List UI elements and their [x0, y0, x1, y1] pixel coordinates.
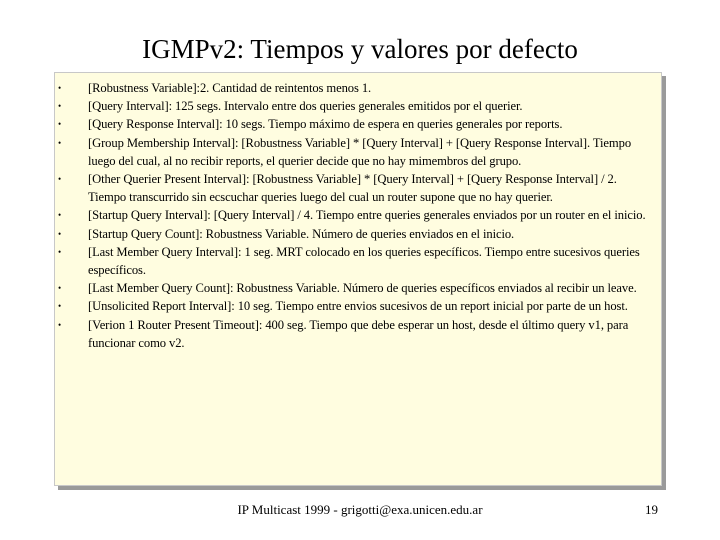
list-item-text: [Group Membership Interval]: [Robustness Variable] * [Query Interval] + [Query Response Interval]. Tiempo luego del cual, al no recibir reports, el querier decide que no hay mimembros del grupo.	[88, 135, 632, 168]
list-item	[55, 225, 655, 243]
bullet-icon: •	[58, 174, 62, 185]
list-item	[55, 297, 655, 315]
list-item	[55, 206, 655, 224]
list-item-text: [Other Querier Present Interval]: [Robustness Variable] * [Query Interval] + [Query Response Interval] / 2. Tiempo transcurrido sin ecscuchar queries luego del cual un router supone que no hay querier.	[88, 172, 617, 205]
list-item	[55, 170, 655, 206]
bullet-icon: •	[58, 119, 62, 130]
bullet-icon: •	[58, 210, 62, 221]
list-item-text: [Startup Query Count]: Robustness Variable. Número de queries enviados en el inicio.	[88, 226, 515, 241]
bullet-icon: •	[58, 246, 62, 257]
list-item-text: [Verion 1 Router Present Timeout]: 400 seg. Tiempo que debe esperar un host, desde el último query v1, para funcionar como v2.	[88, 317, 629, 350]
bullet-icon: •	[58, 228, 62, 239]
list-item	[55, 316, 655, 352]
list-item	[55, 279, 655, 297]
list-item	[55, 243, 655, 279]
bullet-icon: •	[58, 83, 62, 93]
list-item-text: [Robustness Variable]:2. Cantidad de reintentos menos 1.	[88, 81, 372, 95]
bullet-icon: •	[58, 319, 62, 330]
footer-text: IP Multicast 1999 - grigotti@exa.unicen.edu.ar	[237, 502, 483, 517]
list-item-text: [Query Interval]: 125 segs. Intervalo entre dos queries generales emitidos por el querier.	[88, 99, 523, 114]
bullet-icon: •	[58, 137, 62, 148]
list-item	[55, 115, 655, 133]
bullet-icon: •	[58, 283, 62, 294]
list-item	[55, 97, 655, 115]
list-item-text: [Startup Query Interval]: [Query Interval] / 4. Tiempo entre queries generales enviados por un router en el inicio.	[88, 208, 646, 223]
bullet-icon: •	[58, 101, 62, 112]
list-item-text: [Query Response Interval]: 10 segs. Tiempo máximo de espera en queries generales por reports.	[88, 117, 563, 132]
slide-title: IGMPv2: Tiempos y valores por defecto	[142, 34, 578, 64]
list-item-text: [Last Member Query Count]: Robustness Variable. Número de queries específicos enviados al recibir un leave.	[88, 281, 637, 296]
content-box	[54, 72, 662, 486]
list-item-text: [Unsolicited Report Interval]: 10 seg. Tiempo entre envios sucesivos de un report inicial por parte de un host.	[88, 299, 628, 314]
bullet-icon: •	[58, 301, 62, 312]
list-item	[55, 134, 655, 170]
bullet-list	[55, 73, 661, 352]
page-number: 19	[645, 502, 658, 517]
list-item	[55, 79, 655, 97]
list-item-text: [Last Member Query Interval]: 1 seg. MRT colocado en los queries específicos. Tiempo entre sucesivos queries específicos.	[88, 244, 640, 278]
